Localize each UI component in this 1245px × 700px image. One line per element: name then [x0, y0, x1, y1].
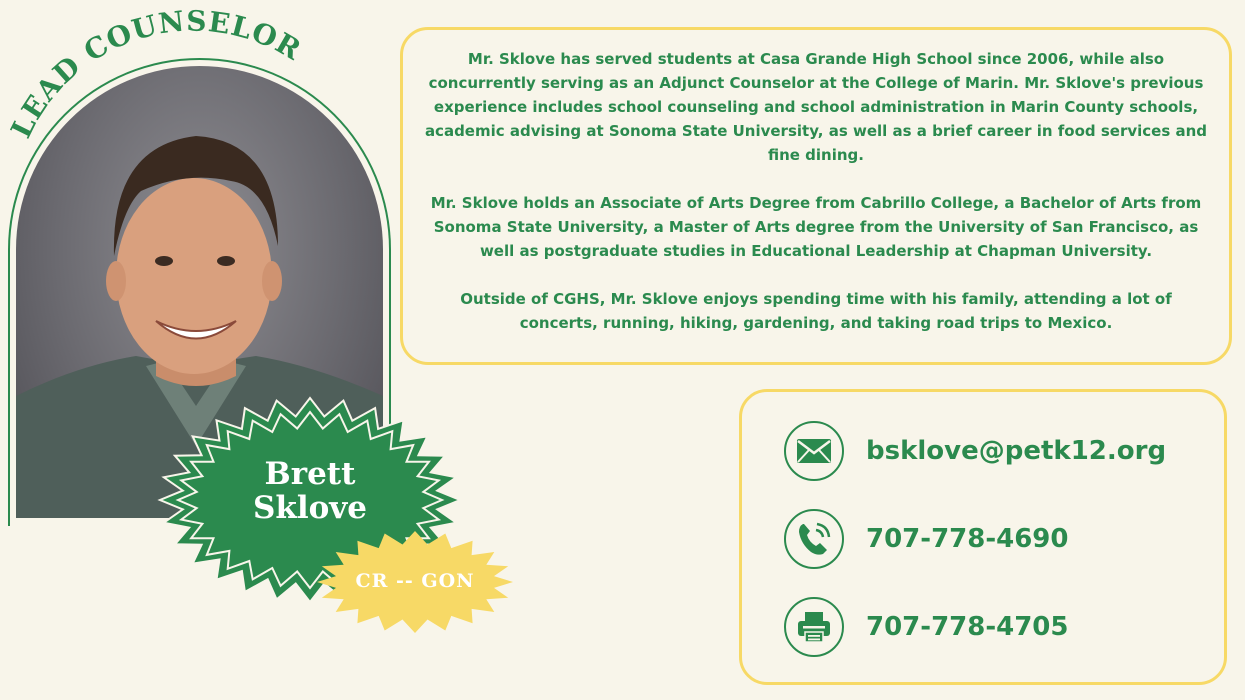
phone-row [784, 507, 1069, 571]
phone-icon [784, 509, 844, 569]
caseload-text: CR -- GON [355, 570, 475, 592]
title-text: LEAD COUNSELOR [4, 4, 308, 144]
email-link[interactable]: bsklove@petk12.org [866, 436, 1167, 466]
envelope-icon [784, 421, 844, 481]
contact-box [739, 389, 1227, 685]
bio-box [400, 27, 1232, 365]
email-row [784, 419, 1166, 483]
bio-paragraph-education: Mr. Sklove holds an Associate of Arts Degree from Cabrillo College, a Bachelor of Arts from Sonoma State University, a Master of Arts degree from the University of San Francisco, as well as postgraduate studies in Educational Leadership at Chapman University. [430, 194, 1202, 260]
caseload-sticker [315, 530, 515, 635]
bio-paragraph-experience: Mr. Sklove has served students at Casa Grande High School since 2006, while also concurrently serving as an Adjunct Counselor at the College of Marin. Mr. Sklove's previous experience includes school counseling and school administration in Marin County schools, academic advising at Sonoma State University, as well as a brief career in food services and fine dining. [424, 50, 1208, 164]
last-name: Sklove [252, 490, 368, 526]
bio-paragraph-personal: Outside of CGHS, Mr. Sklove enjoys spending time with his family, attending a lot of concerts, running, hiking, gardening, and taking road trips to Mexico. [460, 290, 1172, 332]
fax-number[interactable]: 707-778-4705 [866, 612, 1069, 642]
counselor-name [155, 457, 465, 525]
fax-icon [784, 597, 844, 657]
first-name: Brett [264, 456, 356, 492]
phone-link[interactable]: 707-778-4690 [866, 524, 1069, 554]
fax-row [784, 595, 1069, 659]
